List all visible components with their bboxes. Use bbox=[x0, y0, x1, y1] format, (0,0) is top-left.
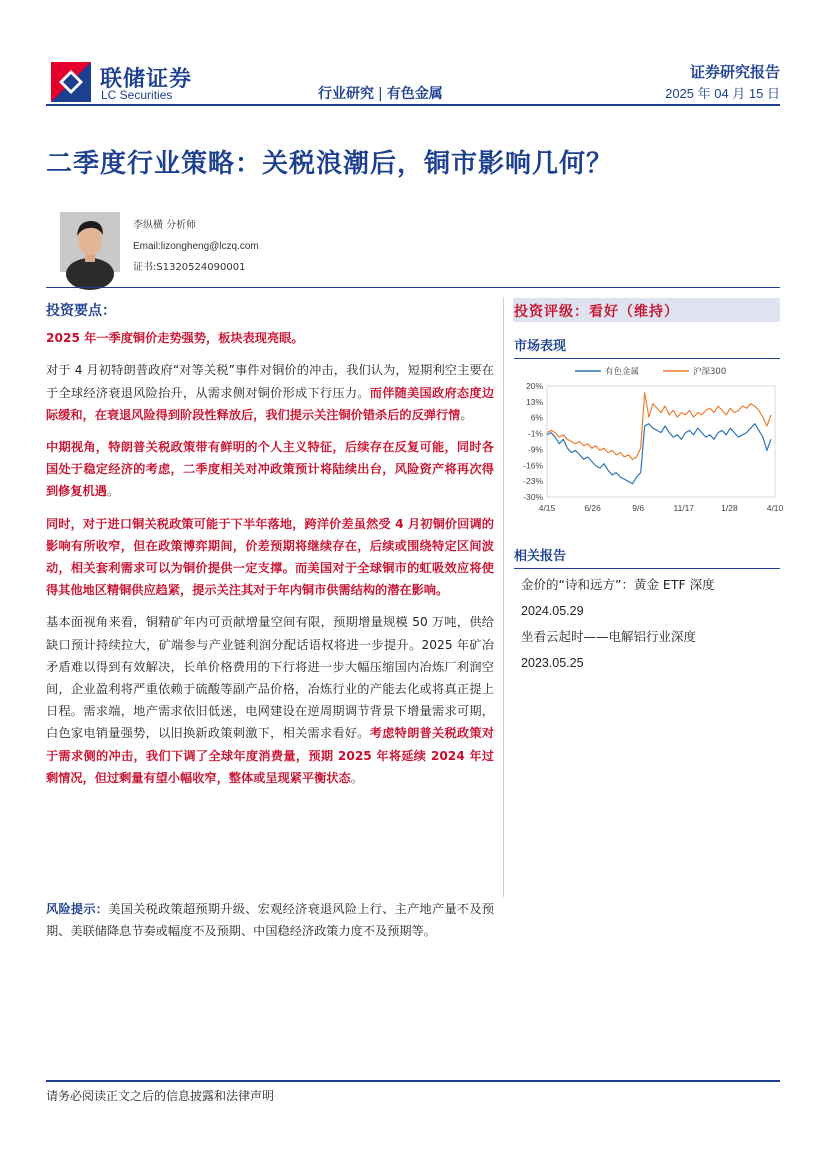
report-category bbox=[318, 83, 443, 103]
report-title: 二季度行业策略：关税浪潮后，铜市影响几何？ bbox=[46, 149, 614, 179]
market-heading: 市场表现 bbox=[514, 339, 567, 354]
summary-p1: 2025 年一季度铜价走势强势，板块表现亮眼。 bbox=[46, 331, 304, 346]
y-tick-label: -1% bbox=[527, 428, 543, 439]
market-performance-chart bbox=[513, 362, 784, 522]
analyst-info bbox=[133, 215, 259, 278]
footer-divider bbox=[46, 1080, 780, 1082]
summary-p2-plain: 对于 4 月初特朗普政府“对等关税”事件对铜价的冲击，我们认为，短期利空主要在于全球经济衰退风险抬升，从需求侧对铜价形成下行压力。 bbox=[46, 363, 494, 400]
related-report-date: 2023.05.25 bbox=[521, 656, 584, 670]
risk-text: 美国关税政策超预期升级、宏观经济衰退风险上行、主产地产量不及预期、美联储降息节奏或幅度不及预期、中国稳经济政策力度不及预期等。 bbox=[46, 902, 495, 939]
sector-label: 有色金属 bbox=[386, 86, 443, 102]
company-name-cn: 联储证券 bbox=[100, 67, 193, 92]
y-tick-label: 6% bbox=[530, 412, 543, 423]
related-heading: 相关报告 bbox=[514, 549, 567, 564]
legend-label: 有色金属 bbox=[605, 367, 640, 377]
y-tick-label: -30% bbox=[523, 492, 543, 502]
column-divider bbox=[503, 297, 504, 897]
related-report-date: 2024.05.29 bbox=[521, 604, 584, 618]
y-tick-label: 20% bbox=[525, 381, 543, 391]
related-reports-section bbox=[514, 545, 780, 569]
y-tick-label: 13% bbox=[525, 396, 543, 407]
analyst-license: 证书:S1320524090001 bbox=[133, 262, 246, 273]
related-heading-rule bbox=[514, 568, 780, 569]
related-report-title[interactable]: 坐看云起时——电解铝行业深度 bbox=[521, 629, 697, 644]
summary-p2 bbox=[46, 359, 494, 426]
company-name-en: LC Securities bbox=[101, 88, 173, 102]
category-label: 行业研究 bbox=[318, 86, 374, 102]
analyst-name: 李纵横 分析师 bbox=[133, 220, 197, 231]
x-tick-label: 4/15 bbox=[538, 503, 556, 513]
report-type: 证券研究报告 bbox=[689, 63, 780, 81]
x-tick-label: 4/10 bbox=[766, 503, 784, 513]
x-tick-label: 6/26 bbox=[584, 503, 601, 513]
legend-label: 沪深300 bbox=[693, 367, 727, 377]
report-date: 2025 年 04 月 15 日 bbox=[665, 86, 780, 101]
market-heading-rule bbox=[514, 358, 780, 359]
investment-rating: 投资评级：看好（维持） bbox=[514, 304, 679, 320]
category-divider: | bbox=[378, 86, 383, 102]
header-divider bbox=[46, 104, 780, 106]
summary-p5-plain: 基本面视角来看，铜精矿年内可贡献增量空间有限，预期增量规模 50 万吨，供给缺口预计持续拉大，矿端参与产业链利润分配话语权将进一步提升。2025 年矿冶矛盾难以得到有效解决，长单价格费用的下行将进一步大幅压缩国内冶炼厂利润空间，企业盈利将严重依赖于硫酸等副产品价格，冶炼行业的产能去化或将真正提上日程。需求端，地产需求依旧低迷，电网建设在逆周期调节背景下增量需求可期，白色家电销量强势，以旧换新政策刺激下，相关需求看好。 bbox=[46, 615, 494, 741]
plot-area bbox=[547, 386, 775, 497]
series-line bbox=[547, 393, 771, 460]
section-divider bbox=[46, 287, 780, 288]
summary-p2-tail: 。 bbox=[460, 407, 473, 422]
market-performance-section bbox=[514, 335, 780, 359]
x-tick-label: 9/6 bbox=[632, 503, 645, 513]
summary-p5 bbox=[46, 611, 494, 789]
y-tick-label: -16% bbox=[523, 460, 543, 471]
summary-p3-highlight: 中期视角，特朗普关税政策带有鲜明的个人主义特征，后续存在反复可能，同时各国处于稳定经济的考虑，二季度相关对冲政策预计将陆续出台，风险资产将再次得到修复机遇 bbox=[46, 440, 494, 499]
series-line bbox=[547, 424, 771, 484]
analyst-email[interactable]: Email:lizongheng@lczq.com bbox=[133, 241, 259, 252]
risk-warning bbox=[46, 898, 494, 942]
summary-p3-tail: 。 bbox=[106, 484, 120, 499]
summary-p5-tail: 。 bbox=[350, 770, 363, 785]
summary-p5-highlight: 考虑特朗普关税政策对于需求侧的冲击，我们下调了全球年度消费量，预期 2025 年将延续 2024 年过剩情况，但过剩量有望小幅收窄，整体或呈现紧平衡状态 bbox=[46, 726, 495, 785]
x-tick-label: 11/17 bbox=[673, 503, 695, 513]
x-tick-label: 1/28 bbox=[721, 503, 738, 513]
related-reports-list bbox=[521, 572, 715, 676]
analyst-avatar bbox=[60, 212, 120, 272]
summary-p4: 同时，对于进口铜关税政策可能于下半年落地，跨洋价差虽然受 4 月初铜价回调的影响有所收窄，但在政策博弈期间，价差预期将继续存在，后续或围绕特定区间波动，相关套利需求可以为铜价提供一定支撑。而美国对于全球铜市的虹吸效应将使得其他地区精铜供应趋紧，提示关注其对于年内铜市供需结构的潜在影响。 bbox=[46, 516, 494, 598]
company-logo-icon bbox=[51, 62, 91, 102]
summary-p2-highlight: 而伴随美国政府态度边际缓和，在衰退风险得到阶段性释放后，我们提示关注铜价错杀后的反弹行情 bbox=[46, 385, 495, 422]
y-tick-label: -23% bbox=[523, 476, 543, 487]
summary-heading: 投资要点： bbox=[46, 303, 116, 319]
summary-p3 bbox=[46, 436, 494, 503]
y-tick-label: -9% bbox=[527, 444, 543, 455]
related-report-title[interactable]: 金价的“诗和远方”：黄金 ETF 深度 bbox=[521, 577, 715, 592]
investment-summary bbox=[46, 300, 494, 789]
risk-label: 风险提示： bbox=[46, 902, 109, 916]
footer-disclaimer: 请务必阅读正文之后的信息披露和法律声明 bbox=[46, 1089, 275, 1103]
